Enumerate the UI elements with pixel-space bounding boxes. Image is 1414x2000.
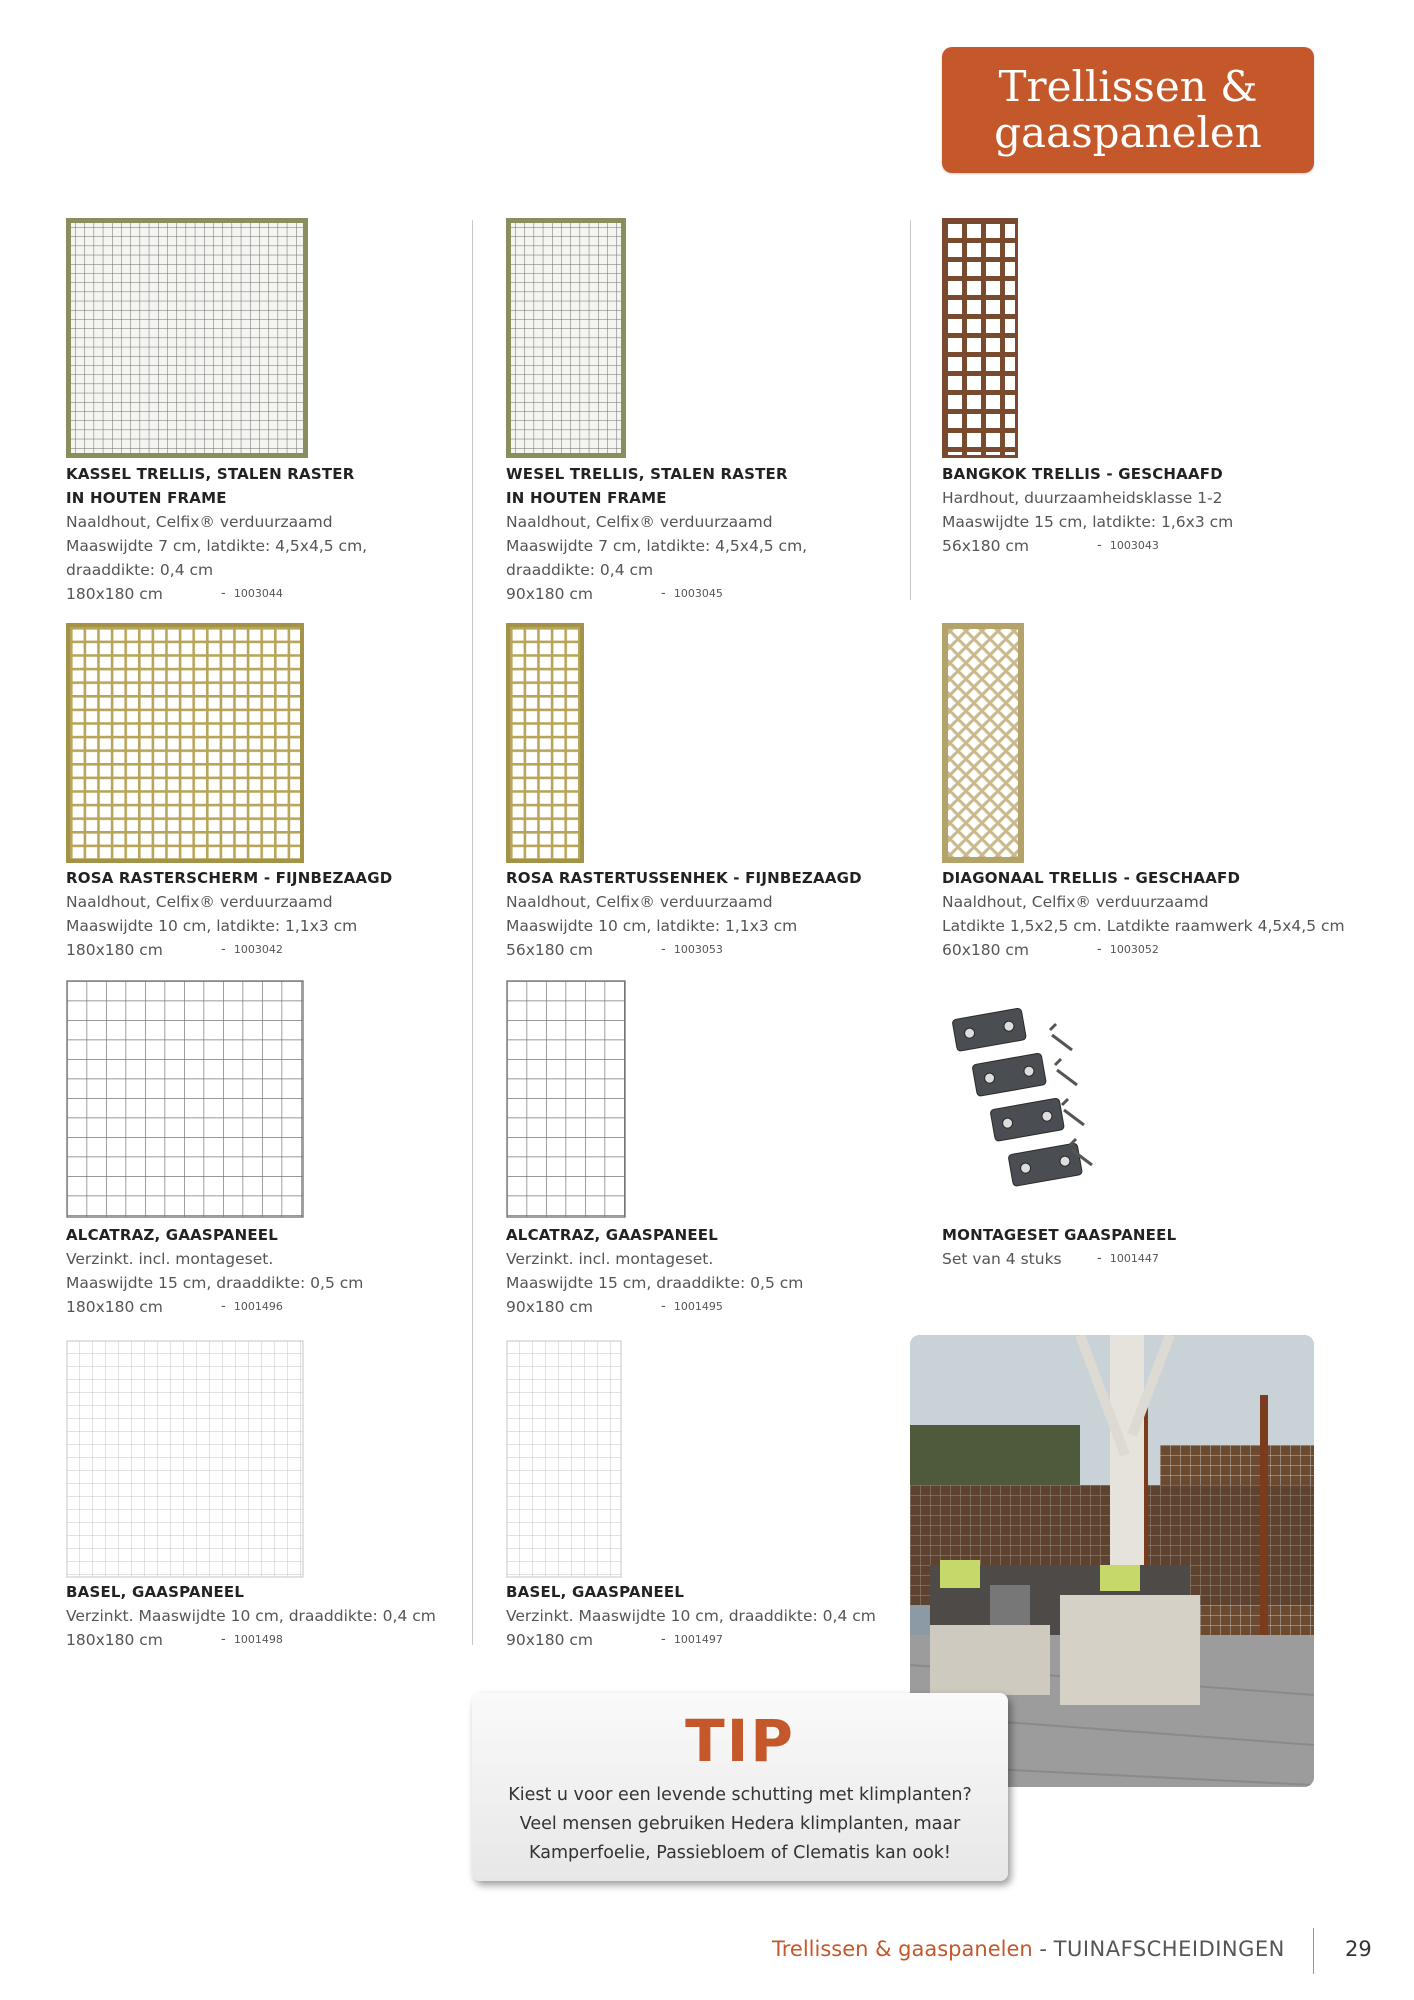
product-description: Maaswijdte 15 cm, draaddikte: 0,5 cm (506, 1274, 804, 1292)
footer-section: Trellissen & gaaspanelen (772, 1937, 1033, 1961)
product-size-row (66, 938, 486, 962)
tip-line: Veel mensen gebruiken Hedera klimplanten, maar (519, 1814, 961, 1834)
product-size: 90x180 cm (506, 1631, 594, 1649)
basel-gaaspaneel-image (66, 1340, 304, 1578)
rosa-rasterscherm-image (66, 623, 304, 863)
bangkok-trellis-image (942, 218, 1018, 458)
basel-gaaspaneel-image (506, 1340, 622, 1578)
diagonaal-trellis-image (942, 623, 1024, 863)
product-basel-gaaspaneel (506, 1580, 926, 1652)
product-description: Verzinkt. incl. montageset. (506, 1250, 714, 1268)
product-description: Naaldhout, Celfix® verduurzaamd (66, 513, 333, 531)
product-code: - 1001498 (221, 1628, 283, 1652)
page-title-line1: Trellissen & (998, 62, 1258, 111)
product-description: Naaldhout, Celfix® verduurzaamd (942, 893, 1209, 911)
product-description: Verzinkt. Maaswijdte 10 cm, draaddikte: 0,4 cm (506, 1607, 876, 1625)
page-number: 29 (1345, 1937, 1372, 1961)
page-title-line2: gaaspanelen (994, 108, 1262, 157)
product-size: 180x180 cm (66, 1298, 163, 1316)
product-size-row (506, 938, 926, 962)
product-size-row (506, 1295, 926, 1319)
product-description: draaddikte: 0,4 cm (66, 561, 214, 579)
product-name: BASEL, GAASPANEEL (66, 1583, 245, 1601)
wesel-trellis-image (506, 218, 626, 458)
product-code: - 1001447 (1097, 1247, 1159, 1271)
product-description: draaddikte: 0,4 cm (506, 561, 654, 579)
tip-box (472, 1693, 1008, 1881)
kassel-trellis-image (66, 218, 308, 458)
product-size: 180x180 cm (66, 941, 163, 959)
product-name: WESEL TRELLIS, STALEN RASTER (506, 465, 788, 483)
product-size-row (66, 582, 486, 606)
product-description: Maaswijdte 15 cm, latdikte: 1,6x3 cm (942, 513, 1234, 531)
product-code: - 1003045 (661, 582, 723, 606)
product-name: BANGKOK TRELLIS - GESCHAAFD (942, 465, 1223, 483)
product-name: ROSA RASTERSCHERM - FIJNBEZAAGD (66, 869, 393, 887)
footer-divider (1313, 1928, 1314, 1974)
product-size-row (942, 534, 1362, 558)
tip-text (472, 1781, 1008, 1868)
product-description: Maaswijdte 10 cm, latdikte: 1,1x3 cm (506, 917, 798, 935)
product-description: Naaldhout, Celfix® verduurzaamd (506, 513, 773, 531)
product-name: KASSEL TRELLIS, STALEN RASTER (66, 465, 355, 483)
product-description: Naaldhout, Celfix® verduurzaamd (66, 893, 333, 911)
product-size-row (66, 1628, 486, 1652)
product-size: Set van 4 stuks (942, 1250, 1062, 1268)
product-code: - 1001497 (661, 1628, 723, 1652)
product-name: BASEL, GAASPANEEL (506, 1583, 685, 1601)
product-name: MONTAGESET GAASPANEEL (942, 1226, 1177, 1244)
product-description: Latdikte 1,5x2,5 cm. Latdikte raamwerk 4,5x4,5 cm (942, 917, 1345, 935)
footer-category: TUINAFSCHEIDINGEN (1053, 1937, 1285, 1961)
product-kassel-trellis (66, 462, 486, 606)
product-description: Verzinkt. Maaswijdte 10 cm, draaddikte: 0,4 cm (66, 1607, 436, 1625)
product-name: DIAGONAAL TRELLIS - GESCHAAFD (942, 869, 1241, 887)
alcatraz-gaaspaneel-image (66, 980, 304, 1218)
product-code: - 1003043 (1097, 534, 1159, 558)
product-description: Maaswijdte 7 cm, latdikte: 4,5x4,5 cm, (66, 537, 368, 555)
product-size-row (66, 1295, 486, 1319)
product-code: - 1003052 (1097, 938, 1159, 962)
page-title-box (942, 47, 1314, 173)
product-size: 56x180 cm (942, 537, 1030, 555)
tip-line: Kamperfoelie, Passiebloem of Clematis kan ook! (529, 1843, 951, 1863)
product-name: IN HOUTEN FRAME (506, 489, 667, 507)
product-name: ALCATRAZ, GAASPANEEL (506, 1226, 718, 1244)
footer (772, 1937, 1285, 1961)
product-size: 180x180 cm (66, 1631, 163, 1649)
tip-title: TIP (685, 1707, 795, 1775)
product-name: ROSA RASTERTUSSENHEK - FIJNBEZAAGD (506, 869, 862, 887)
product-size: 90x180 cm (506, 1298, 594, 1316)
tip-line: Kiest u voor een levende schutting met klimplanten? (508, 1785, 972, 1805)
product-size-row (942, 1247, 1362, 1271)
product-code: - 1001495 (661, 1295, 723, 1319)
montageset-image (942, 1000, 1142, 1220)
product-description: Maaswijdte 7 cm, latdikte: 4,5x4,5 cm, (506, 537, 808, 555)
product-code: - 1001496 (221, 1295, 283, 1319)
product-name: IN HOUTEN FRAME (66, 489, 227, 507)
product-size-row (506, 1628, 926, 1652)
product-code: - 1003053 (661, 938, 723, 962)
product-description: Naaldhout, Celfix® verduurzaamd (506, 893, 773, 911)
alcatraz-gaaspaneel-image (506, 980, 626, 1218)
rosa-rastertussenhek-image (506, 623, 584, 863)
product-size: 60x180 cm (942, 941, 1030, 959)
product-alcatraz-gaaspaneel (506, 1223, 926, 1319)
product-size-row (506, 582, 926, 606)
product-code: - 1003042 (221, 938, 283, 962)
product-rosa-rastertussenhek (506, 866, 926, 962)
product-description: Maaswijdte 10 cm, latdikte: 1,1x3 cm (66, 917, 358, 935)
product-size-row (942, 938, 1382, 962)
product-name: ALCATRAZ, GAASPANEEL (66, 1226, 278, 1244)
product-size: 180x180 cm (66, 585, 163, 603)
product-montageset-gaaspaneel (942, 1223, 1362, 1271)
product-description: Verzinkt. incl. montageset. (66, 1250, 274, 1268)
product-bangkok-trellis (942, 462, 1362, 558)
product-alcatraz-gaaspaneel (66, 1223, 486, 1319)
product-wesel-trellis (506, 462, 926, 606)
product-description: Maaswijdte 15 cm, draaddikte: 0,5 cm (66, 1274, 364, 1292)
product-code: - 1003044 (221, 582, 283, 606)
product-size: 90x180 cm (506, 585, 594, 603)
product-rosa-rasterscherm (66, 866, 486, 962)
product-size: 56x180 cm (506, 941, 594, 959)
product-diagonaal-trellis (942, 866, 1382, 962)
product-basel-gaaspaneel (66, 1580, 486, 1652)
footer-separator: - (1039, 1937, 1047, 1961)
product-description: Hardhout, duurzaamheidsklasse 1-2 (942, 489, 1223, 507)
